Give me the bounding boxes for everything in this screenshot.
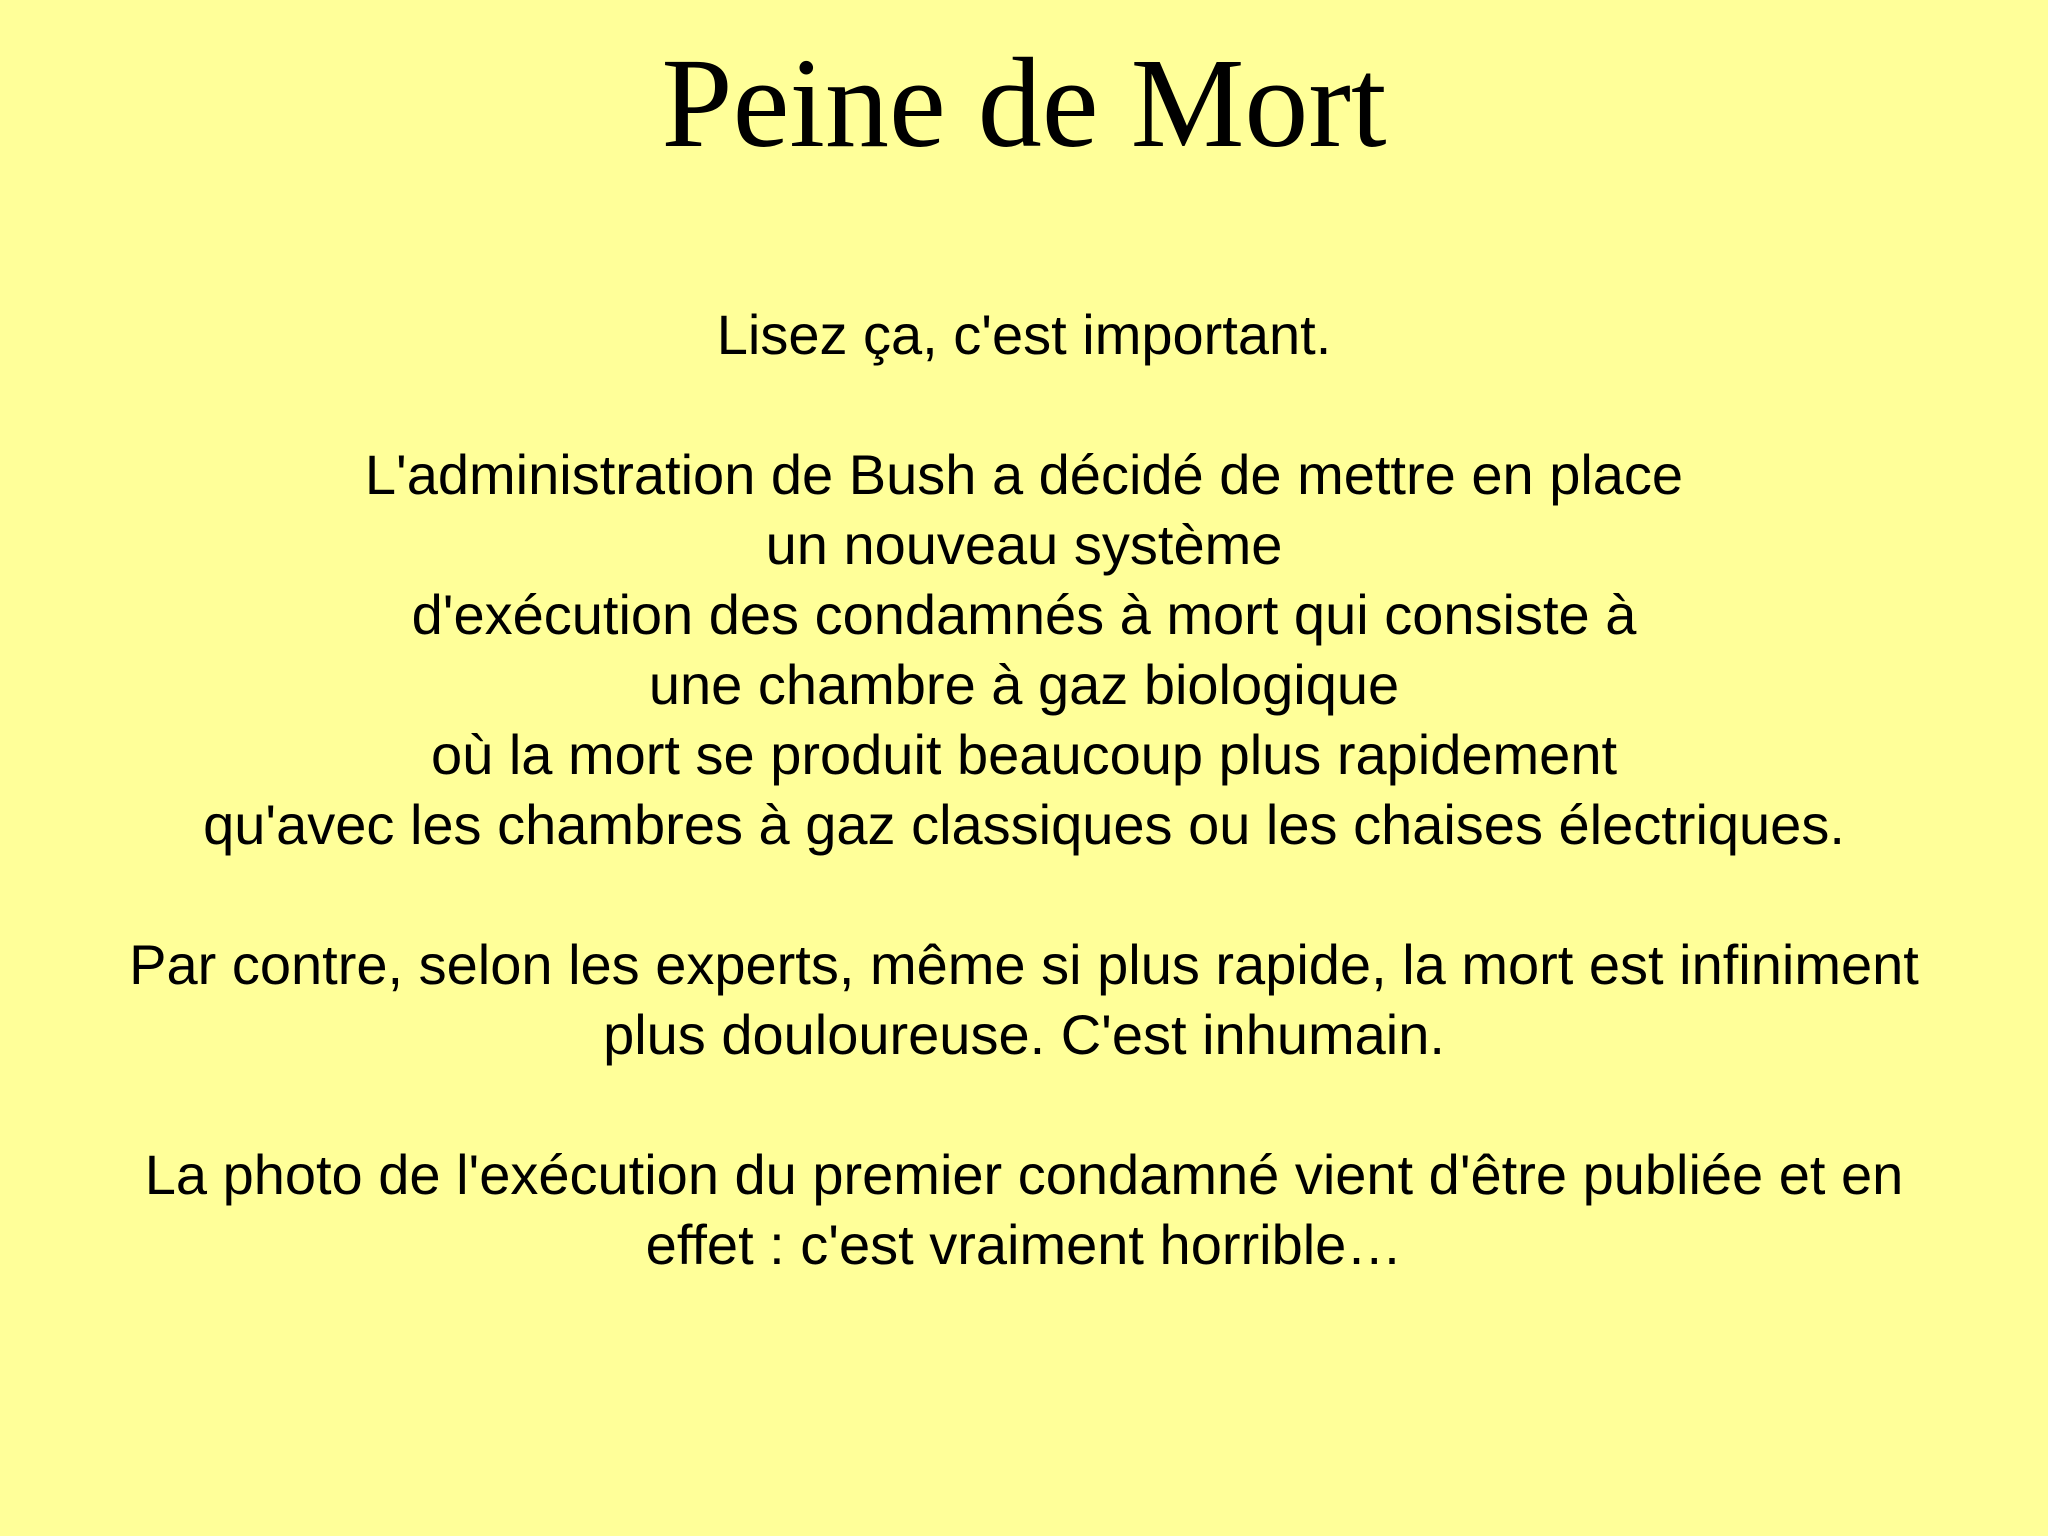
paragraph3-line: La photo de l'exécution du premier condamné vient d'être publiée et en	[144, 1143, 1904, 1206]
intro-line: Lisez ça, c'est important.	[716, 303, 1332, 366]
paragraph2-line: plus douloureuse. C'est inhumain.	[603, 1003, 1445, 1066]
paragraph1-line: une chambre à gaz biologique	[648, 653, 1400, 716]
paragraph3-line: effet : c'est vraiment horrible…	[645, 1213, 1403, 1276]
paragraph1-line: L'administration de Bush a décidé de mettre en place	[364, 443, 1684, 506]
paragraph2-line: Par contre, selon les experts, même si plus rapide, la mort est infiniment	[129, 933, 1919, 996]
slide-body	[20, 300, 2028, 1280]
paragraph1-line: qu'avec les chambres à gaz classiques ou les chaises électriques.	[203, 793, 1845, 856]
slide-title: Peine de Mort	[661, 32, 1387, 174]
paragraph-gap	[20, 860, 2028, 930]
paragraph1-line: d'exécution des condamnés à mort qui consiste à	[411, 583, 1637, 646]
paragraph-gap	[20, 370, 2028, 440]
paragraph-gap	[20, 1070, 2028, 1140]
paragraph1-line: où la mort se produit beaucoup plus rapidement	[430, 723, 1618, 786]
paragraph1-line: un nouveau système	[765, 513, 1283, 576]
